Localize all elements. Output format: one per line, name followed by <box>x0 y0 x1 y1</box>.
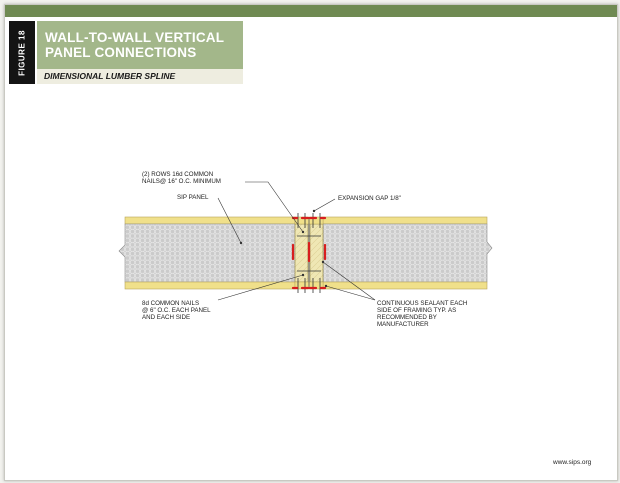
label-sip-panel: SIP PANEL <box>177 194 209 201</box>
right-foam-core <box>323 224 492 282</box>
left-lumber-member <box>295 224 308 282</box>
label-16d-nails-line1: (2) ROWS 16d COMMON <box>142 171 214 178</box>
label-8d-nails-line2: @ 6" O.C. EACH PANEL <box>142 307 211 314</box>
figure-number: FIGURE 18 <box>17 29 27 76</box>
right-top-osb-skin <box>323 217 487 224</box>
figure-subtitle: DIMENSIONAL LUMBER SPLINE <box>44 71 176 81</box>
label-8d-nails-line3: AND EACH SIDE <box>142 314 191 321</box>
label-8d-nails-line1: 8d COMMON NAILS <box>142 300 200 307</box>
label-sealant-line2: SIDE OF FRAMING TYP. AS <box>377 307 457 314</box>
left-bottom-osb-skin <box>125 282 295 289</box>
label-sealant-line1: CONTINUOUS SEALANT EACH <box>377 300 468 307</box>
label-sealant-line4: MANUFACTURER <box>377 321 429 328</box>
label-sealant-line3: RECOMMENDED BY <box>377 314 437 321</box>
right-sip-panel <box>323 217 492 289</box>
footer-url: www.sips.org <box>553 459 592 466</box>
right-lumber-member <box>310 224 323 282</box>
panel-connection-diagram <box>5 5 617 480</box>
left-top-osb-skin <box>125 217 295 224</box>
label-expansion-gap: EXPANSION GAP 1/8" <box>338 195 401 202</box>
left-foam-core <box>119 224 295 282</box>
right-bottom-osb-skin <box>323 282 487 289</box>
figure-frame <box>4 4 618 481</box>
left-sip-panel <box>119 217 295 289</box>
label-16d-nails-line2: NAILS@ 16" O.C. MINIMUM <box>142 178 221 185</box>
title-line-2: PANEL CONNECTIONS <box>45 45 197 60</box>
title-line-1: WALL-TO-WALL VERTICAL <box>45 30 225 45</box>
